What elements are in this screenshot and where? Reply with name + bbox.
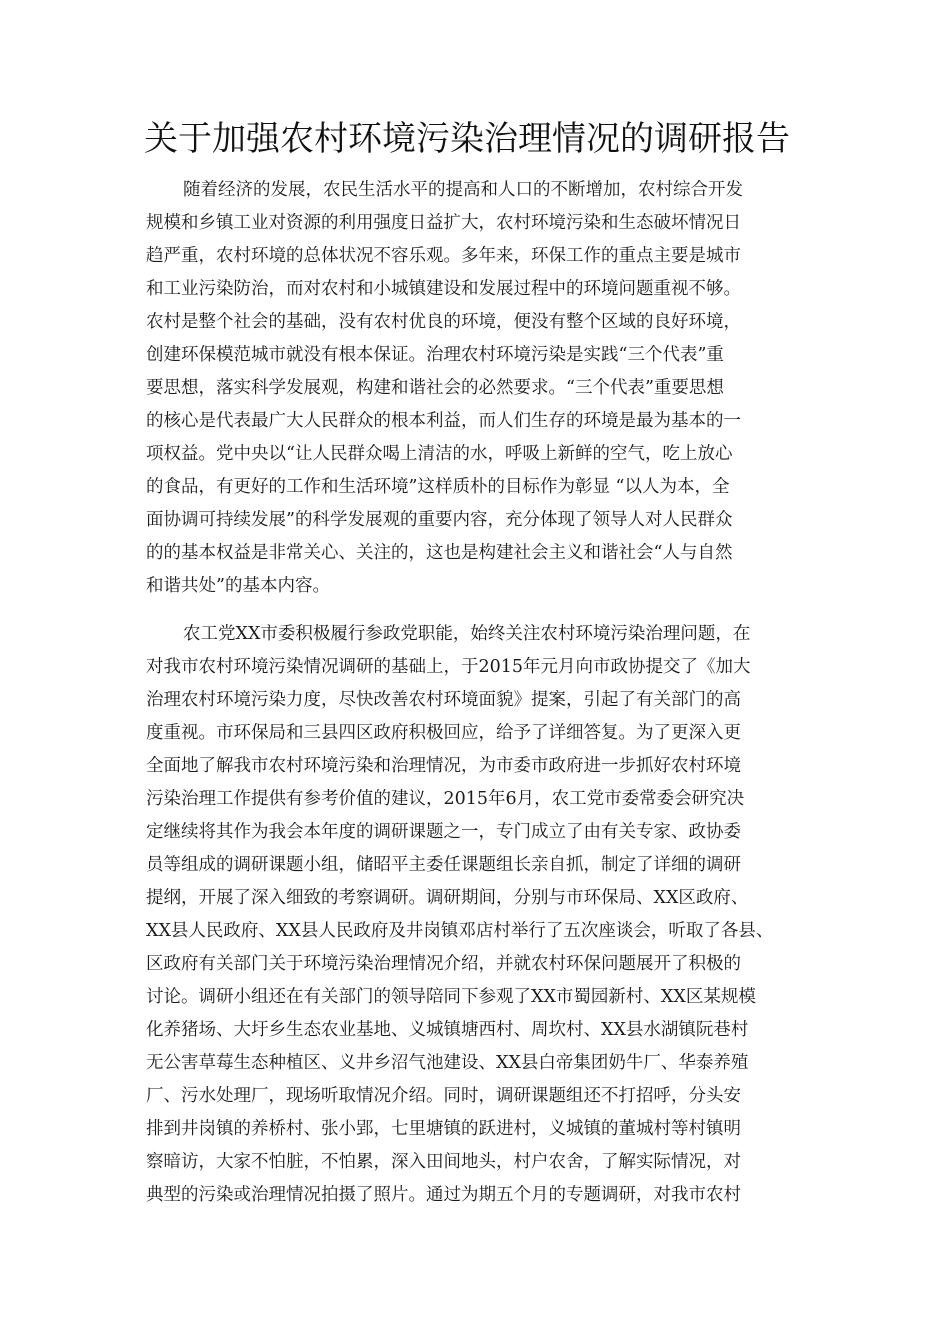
paragraph-1-line: 的核心是代表最广大人民群众的根本利益，而人们生存的环境是最为基本的一	[146, 411, 741, 431]
paragraph-1-line: 随着经济的发展，农民生活水平的提高和人口的不断增加，农村综合开发	[183, 180, 743, 200]
paragraph-1-line: 面协调可持续发展”的科学发展观的重要内容，充分体现了领导人对人民群众	[146, 510, 733, 530]
paragraph-1-line: 农村是整个社会的基础，没有农村优良的环境，便没有整个区域的良好环境，	[146, 312, 741, 332]
paragraph-2-line: 厂、污水处理厂，现场听取情况介绍。同时，调研课题组还不打招呼，分头安	[146, 1086, 741, 1106]
paragraph-1-line: 创建环保模范城市就没有根本保证。治理农村环境污染是实践“三个代表”重	[146, 345, 724, 365]
paragraph-2-line: 度重视。市环保局和三县四区政府积极回应，给予了详细答复。为了更深入更	[146, 723, 741, 743]
paragraph-1-line: 规模和乡镇工业对资源的利用强度日益扩大，农村环境污染和生态破坏情况日	[146, 213, 741, 233]
paragraph-1-line: 的食品，有更好的工作和生活环境”这样质朴的目标作为彰显 “以人为本，全	[146, 477, 730, 497]
paragraph-2-line: 无公害草莓生态种植区、义井乡沼气池建设、XX县白帝集团奶牛厂、华泰养殖	[146, 1053, 749, 1073]
paragraph-2-line: 排到井岗镇的养桥村、张小郢，七里塘镇的跃进村，义城镇的董城村等村镇明	[146, 1119, 741, 1139]
document-title: 关于加强农村环境污染治理情况的调研报告	[144, 119, 790, 159]
paragraph-2-line: 提纲，开展了深入细致的考察调研。调研期间，分别与市环保局、XX区政府、	[146, 888, 749, 908]
paragraph-2-line: 对我市农村环境污染情况调研的基础上，于2015年元月向市政协提交了《加大	[146, 657, 751, 677]
paragraph-2-line: 污染治理工作提供有参考价值的建议，2015年6月，农工党市委常委会研究决	[146, 789, 745, 809]
paragraph-2-line: 典型的污染或治理情况拍摄了照片。通过为期五个月的专题调研，对我市农村	[146, 1185, 741, 1205]
paragraph-2-line: 农工党XX市委积极履行参政党职能，始终关注农村环境污染治理问题，在	[183, 624, 751, 644]
paragraph-2-line: 定继续将其作为我会本年度的调研课题之一，专门成立了由有关专家、政协委	[146, 822, 741, 842]
paragraph-2-line: 全面地了解我市农村环境污染和治理情况，为市委市政府进一步抓好农村环境	[146, 756, 741, 776]
paragraph-2-line: 区政府有关部门关于环境污染治理情况介绍，并就农村环保问题展开了积极的	[146, 954, 741, 974]
paragraph-2-line: 察暗访，大家不怕脏，不怕累，深入田间地头，村户农舍，了解实际情况，对	[146, 1152, 741, 1172]
paragraph-2-line: XX县人民政府、XX县人民政府及井岗镇邓店村举行了五次座谈会，听取了各县、	[146, 921, 774, 941]
paragraph-1-line: 趋严重，农村环境的总体状况不容乐观。多年来，环保工作的重点主要是城市	[146, 246, 741, 266]
paragraph-2-line: 员等组成的调研课题小组，储昭平主委任课题组长亲自抓，制定了详细的调研	[146, 855, 741, 875]
paragraph-1-line: 项权益。党中央以“让人民群众喝上清洁的水，呼吸上新鲜的空气，吃上放心	[146, 444, 733, 464]
paragraph-2-line: 治理农村环境污染力度，尽快改善农村环境面貌》提案，引起了有关部门的高	[146, 690, 741, 710]
paragraph-1-line: 和工业污染防治，而对农村和小城镇建设和发展过程中的环境问题重视不够。	[146, 279, 741, 299]
paragraph-1-line: 的的基本权益是非常关心、关注的，这也是构建社会主义和谐社会“人与自然	[146, 543, 733, 563]
paragraph-1-line: 和谐共处”的基本内容。	[146, 576, 330, 596]
paragraph-2-line: 化养猪场、大圩乡生态农业基地、义城镇塘西村、周坎村、XX县水湖镇阮巷村	[146, 1020, 749, 1040]
paragraph-1-line: 要思想，落实科学发展观，构建和谐社会的必然要求。“三个代表”重要思想	[146, 378, 724, 398]
paragraph-2-line: 讨论。调研小组还在有关部门的领导陪同下参观了XX市蜀园新村、XX区某规模	[146, 987, 756, 1007]
